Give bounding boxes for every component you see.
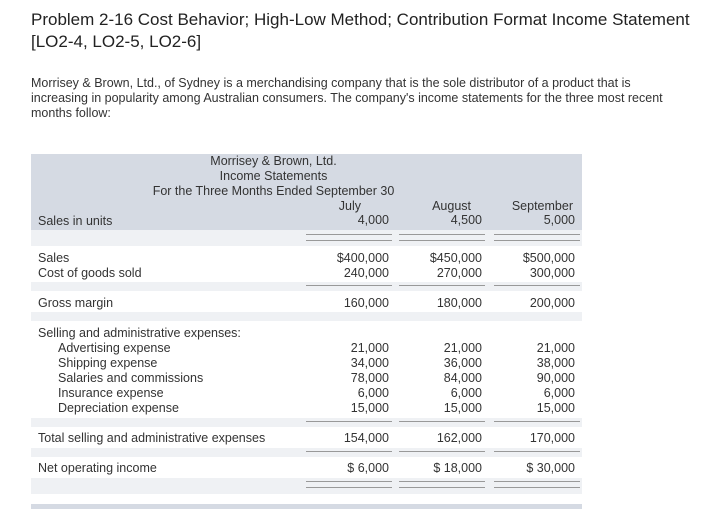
rule [306, 285, 392, 286]
shipping-august: 36,000 [443, 356, 482, 370]
rule [399, 451, 485, 452]
shipping-july: 34,000 [350, 356, 389, 370]
rule [399, 285, 485, 286]
row-label-net-income: Net operating income [38, 461, 157, 475]
column-july: July [338, 199, 361, 213]
net-income-september: $ 30,000 [526, 461, 575, 475]
advertising-september: 21,000 [536, 341, 575, 355]
insurance-july: 6,000 [357, 386, 389, 400]
company-name: Morrisey & Brown, Ltd. [210, 154, 337, 168]
gross-margin-august: 180,000 [436, 296, 482, 310]
statement-name: Income Statements [219, 169, 328, 183]
band [31, 282, 582, 291]
rule [494, 481, 580, 482]
salaries-august: 84,000 [443, 371, 482, 385]
rule [399, 487, 485, 488]
sales-units-july: 4,000 [357, 213, 389, 227]
gross-margin-september: 200,000 [529, 296, 575, 310]
rule [494, 487, 580, 488]
band [31, 230, 582, 246]
rule [306, 234, 392, 235]
row-label-salaries: Salaries and commissions [58, 371, 204, 385]
cogs-september: 300,000 [529, 266, 575, 280]
column-august: August [432, 199, 471, 213]
row-label-gross-margin: Gross margin [38, 296, 114, 310]
sales-september: $500,000 [522, 251, 575, 265]
rule [494, 421, 580, 422]
sales-august: $450,000 [429, 251, 482, 265]
row-label-cogs: Cost of goods sold [38, 266, 142, 280]
band [31, 312, 582, 321]
cogs-july: 240,000 [343, 266, 389, 280]
rule [494, 240, 580, 241]
row-label-advertising: Advertising expense [58, 341, 171, 355]
total-sga-august: 162,000 [436, 431, 482, 445]
salaries-july: 78,000 [350, 371, 389, 385]
row-label-sga-header: Selling and administrative expenses: [38, 326, 241, 340]
column-september: September [511, 199, 573, 213]
cogs-august: 270,000 [436, 266, 482, 280]
depreciation-august: 15,000 [443, 401, 482, 415]
statement-period: For the Three Months Ended September 30 [152, 184, 395, 198]
problem-intro: Morrisey & Brown, Ltd., of Sydney is a merchandising company that is the sole distributor of a product that is increasing in popularity among Australian consumers. The company's income statements for the three most recent months follow: [31, 76, 663, 120]
sales-units-september: 5,000 [543, 213, 575, 227]
rule [494, 451, 580, 452]
advertising-july: 21,000 [350, 341, 389, 355]
row-label-sales-units: Sales in units [38, 214, 113, 228]
gross-margin-july: 160,000 [343, 296, 389, 310]
salaries-september: 90,000 [536, 371, 575, 385]
insurance-september: 6,000 [543, 386, 575, 400]
rule [306, 481, 392, 482]
problem-title-line2: [LO2-4, LO2-5, LO2-6] [31, 32, 202, 51]
rule [494, 234, 580, 235]
sales-units-august: 4,500 [450, 213, 482, 227]
band [31, 418, 582, 427]
band [31, 448, 582, 457]
depreciation-july: 15,000 [350, 401, 389, 415]
rule [306, 421, 392, 422]
rule [399, 240, 485, 241]
rule [399, 421, 485, 422]
rule [306, 487, 392, 488]
total-sga-july: 154,000 [343, 431, 389, 445]
net-income-july: $ 6,000 [347, 461, 389, 475]
sales-july: $400,000 [336, 251, 389, 265]
row-label-insurance: Insurance expense [58, 386, 164, 400]
row-label-shipping: Shipping expense [58, 356, 158, 370]
net-income-august: $ 18,000 [433, 461, 482, 475]
row-label-sales: Sales [38, 251, 70, 265]
rule [399, 234, 485, 235]
advertising-august: 21,000 [443, 341, 482, 355]
rule [306, 451, 392, 452]
problem-title-line1: Problem 2-16 Cost Behavior; High-Low Method; Contribution Format Income Statement [31, 10, 690, 29]
rule [399, 481, 485, 482]
problem-title [31, 9, 721, 53]
row-label-depreciation: Depreciation expense [58, 401, 179, 415]
shipping-september: 38,000 [536, 356, 575, 370]
depreciation-september: 15,000 [536, 401, 575, 415]
total-sga-september: 170,000 [529, 431, 575, 445]
rule [306, 240, 392, 241]
income-statement-table [31, 154, 582, 509]
insurance-august: 6,000 [450, 386, 482, 400]
table-bottom-border [31, 504, 582, 509]
rule [494, 285, 580, 286]
row-label-total-sga: Total selling and administrative expenses [38, 431, 266, 445]
